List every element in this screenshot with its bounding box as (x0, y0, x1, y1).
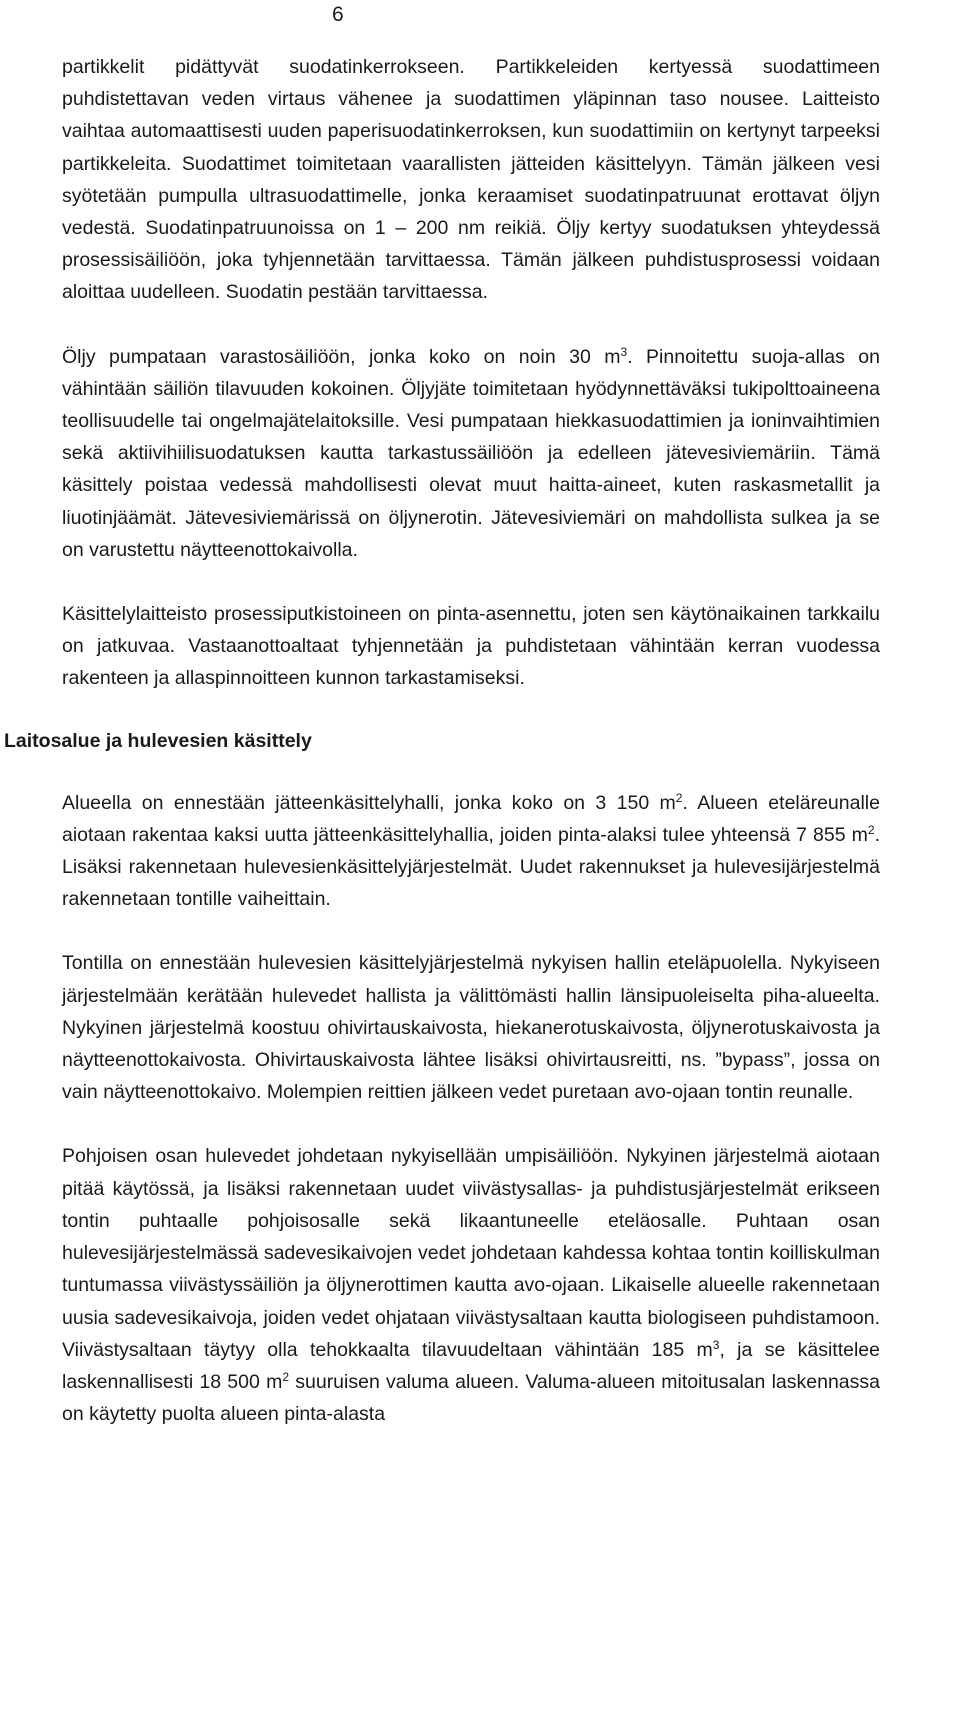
paragraph-site-buildings-text-3: . Lisäksi rakennetaan hulevesienkäsittelyjärjestelmät. Uudet rakennukset ja hulevesijärjestelmä rakennetaan tontille vaiheittain. (62, 823, 880, 911)
document-body (4, 51, 880, 1430)
superscript-2-c: 2 (282, 1369, 290, 1384)
paragraph-north-stormwater-text-3: suuruisen valuma alueen. Valuma-alueen mitoitusalan laskennassa on käytetty puolta alueen pinta-alasta (62, 1370, 880, 1426)
superscript-3: 3 (620, 344, 628, 359)
page-number: 6 (332, 3, 344, 26)
superscript-2-a: 2 (675, 790, 683, 805)
superscript-3-b: 3 (712, 1337, 720, 1352)
superscript-2-b: 2 (867, 822, 875, 837)
paragraph-oil-storage-text-1: Öljy pumpataan varastosäiliöön, jonka koko on noin 30 m (62, 345, 621, 368)
paragraph-existing-system: Tontilla on ennestään hulevesien käsittelyjärjestelmä nykyisen hallin eteläpuolella. Nykyiseen järjestelmään kerätään hulevedet hallista ja välittömästi hallin länsipuoleiselta piha-alueelta. Nykyinen järjestelmä koostuu ohivirtauskaivosta, hiekanerotuskaivosta, öljynerotuskaivosta ja näytteenottokaivosta. Ohivirtauskaivosta lähtee lisäksi ohivirtausreitti, ns. ”bypass”, jossa on vain näytteenottokaivo. Molempien reittien jälkeen vedet puretaan avo-ojaan tontin reunalle. (62, 952, 880, 1104)
paragraph-piping-monitoring: Käsittelylaitteisto prosessiputkistoineen on pinta-asennettu, joten sen käytönaikainen tarkkailu on jatkuvaa. Vastaanottoaltaat tyhjennetään ja puhdistetaan vähintään kerran vuodessa rakenteen ja allaspinnoitteen kunnon tarkastamiseksi. (62, 603, 880, 690)
paragraph-site-buildings (62, 787, 880, 916)
paragraph-north-stormwater-text-1: Pohjoisen osan hulevedet johdetaan nykyisellään umpisäiliöön. Nykyinen järjestelmä aiotaan pitää käytössä, ja lisäksi rakennetaan uudet viivästysallas- ja puhdistusjärjestelmät erikseen tontin puhtaalle pohjoisosalle sekä likaantuneelle eteläosalle. Puhtaan osan hulevesijärjestelmässä sadevesikaivojen vedet johdetaan kahdessa kohtaa tontin koilliskulman tuntumassa viivästyssäiliön ja öljynerottimen kautta avo-ojaan. Likaiselle alueelle rakennetaan uusia sadevesikaivoja, joiden vedet ohjataan viivästysaltaan kautta biologiseen puhdistamoon. Viivästysaltaan täytyy olla tehokkaalta tilavuudeltaan vähintään 185 m (62, 1145, 880, 1361)
paragraph-filtration: partikkelit pidättyvät suodatinkerrokseen. Partikkeleiden kertyessä suodattimeen puhdistettavan veden virtaus vähenee ja suodattimen yläpinnan taso nousee. Laitteisto vaihtaa automaattisesti uuden paperisuodatinkerroksen, kun suodattimiin on kertynyt tarpeeksi partikkeleita. Suodattimet toimitetaan vaarallisten jätteiden käsittelyyn. Tämän jälkeen vesi syötetään pumpulla ultrasuodattimelle, jonka keraamiset suodatinpatruunat erottavat öljyn vedestä. Suodatinpatruunoissa on 1 – 200 nm reikiä. Öljy kertyy suodatuksen yhteydessä prosessisäiliöön, joka tyhjennetään tarvittaessa. Tämän jälkeen puhdistusprosessi voidaan aloittaa uudelleen. Suodatin pestään tarvittaessa. (62, 56, 880, 304)
section-heading: Laitosalue ja hulevesien käsittely (4, 729, 312, 752)
paragraph-north-stormwater (62, 1140, 880, 1430)
paragraph-site-buildings-text-2: . Alueen eteläreunalle aiotaan rakentaa kaksi uutta jätteenkäsittelyhallia, joiden pinta-alaksi tulee yhteensä 7 855 m (62, 791, 880, 846)
paragraph-oil-storage-text-2: . Pinnoitettu suoja-allas on vähintään säiliön tilavuuden kokoinen. Öljyjäte toimitetaan hyödynnettäväksi tukipolttoaineena teollisuudelle tai ongelmajätelaitoksille. Vesi pumpataan hiekkasuodattimien ja ioninvaihtimien sekä aktiivihiilisuodatuksen kautta tarkastussäiliöön ja edelleen jätevesiviemäriin. Tämä käsittely poistaa vedessä mahdollisesti olevat muut haitta-aineet, kuten raskasmetallit ja liuotinjäämät. Jätevesiviemärissä on öljynerotin. Jätevesiviemäri on mahdollista sulkea ja se on varustettu näytteenottokaivolla. (62, 345, 880, 561)
paragraph-oil-storage (62, 341, 880, 566)
paragraph-north-stormwater-text-2: , ja se käsittelee laskennallisesti 18 500 m (62, 1338, 880, 1393)
paragraph-site-buildings-text-1: Alueella on ennestään jätteenkäsittelyhalli, jonka koko on 3 150 m (62, 791, 676, 814)
